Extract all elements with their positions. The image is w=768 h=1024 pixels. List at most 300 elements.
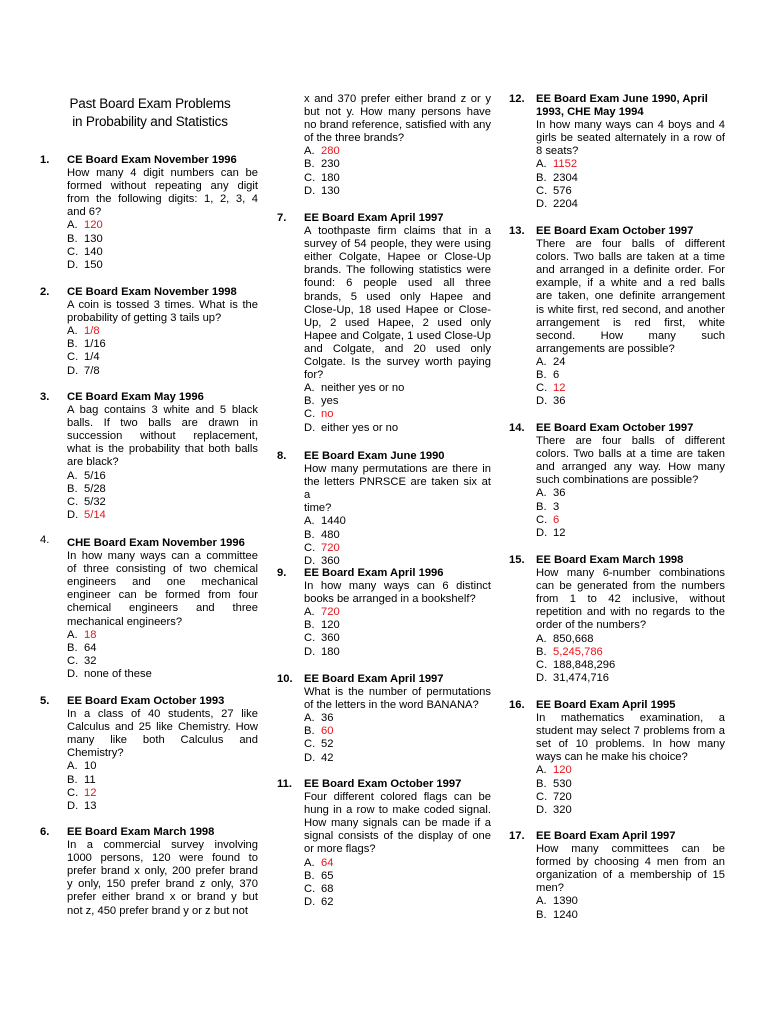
option-value: 12 xyxy=(553,382,566,395)
question-text xyxy=(536,435,725,487)
question-text-line: example, if a white and a red balls xyxy=(536,277,725,290)
question-text-line: colors. Two balls at a time are taken xyxy=(536,448,725,461)
option-value: 64 xyxy=(84,641,97,654)
option-letter: C. xyxy=(536,790,548,803)
question-text-line: succession without replacement, xyxy=(67,430,258,443)
question-block xyxy=(509,699,725,817)
option-letter: C. xyxy=(304,408,316,421)
question-block xyxy=(40,154,258,272)
question-text-line: books be arranged in a bookshelf? xyxy=(304,593,476,606)
question-text-line: second. How many such xyxy=(536,329,725,342)
question-number: 5. xyxy=(40,695,50,707)
answer-option-correct xyxy=(67,509,258,522)
question-text-line: How many 4 digit numbers can be xyxy=(67,167,258,180)
option-letter: D. xyxy=(304,645,316,658)
question-text xyxy=(304,791,491,856)
option-value: 130 xyxy=(321,184,340,197)
question-text-line: mechanical engineers? xyxy=(67,615,183,628)
answer-options xyxy=(67,760,258,812)
answer-option xyxy=(536,501,725,514)
option-letter: C. xyxy=(304,738,316,751)
answer-option xyxy=(304,752,491,765)
answer-options xyxy=(67,325,258,377)
question-number: 8. xyxy=(277,450,287,462)
option-letter: A. xyxy=(67,469,78,482)
question-text-line: arrangement is red first, white xyxy=(536,316,725,329)
answer-option-correct xyxy=(67,219,258,232)
option-value: either yes or no xyxy=(321,421,399,434)
answer-option xyxy=(304,422,491,435)
answer-options xyxy=(304,382,491,434)
answer-option-correct xyxy=(304,145,491,158)
option-value: 32 xyxy=(84,654,97,667)
question-text-line: are black? xyxy=(67,456,119,469)
question-text xyxy=(536,712,725,764)
answer-options xyxy=(67,629,258,681)
option-value: none of these xyxy=(84,667,152,680)
answer-option xyxy=(536,895,725,908)
answer-option-correct xyxy=(67,629,258,642)
question-number: 3. xyxy=(40,391,50,403)
option-value: 720 xyxy=(553,790,572,803)
question-text-line: from the following digits: 1, 2, 3, 4 xyxy=(67,193,258,206)
answer-option xyxy=(304,738,491,751)
answer-option xyxy=(536,527,725,540)
answer-option xyxy=(536,791,725,804)
answer-options xyxy=(536,764,725,816)
question-text xyxy=(536,843,725,895)
question-text-line: and arranged any way. How many xyxy=(536,461,725,474)
answer-option xyxy=(536,804,725,817)
question-text-line: or more flags? xyxy=(304,843,376,856)
option-value: 5/16 xyxy=(84,469,106,482)
option-value: 31,474,716 xyxy=(553,671,609,684)
option-letter: C. xyxy=(536,513,548,526)
question-number: 16. xyxy=(509,699,525,711)
question-text xyxy=(67,708,258,760)
option-letter: D. xyxy=(304,421,316,434)
answer-option xyxy=(304,646,491,659)
question-source: EE Board Exam October 1997 xyxy=(536,422,694,434)
question-text-line: probability of getting 3 tails up? xyxy=(67,312,222,325)
option-letter: A. xyxy=(67,219,78,232)
answer-option xyxy=(304,712,491,725)
option-letter: B. xyxy=(536,500,547,513)
answer-options xyxy=(304,145,491,197)
question-text-line: of the three brands? xyxy=(304,132,405,145)
question-text xyxy=(67,839,258,918)
question-text-line: balls. If two balls are drawn in xyxy=(67,417,258,430)
answer-options xyxy=(536,895,725,921)
answer-option xyxy=(67,655,258,668)
option-value: 52 xyxy=(321,738,334,751)
answer-option xyxy=(536,356,725,369)
question-text-line: In how many ways can a committee xyxy=(67,550,258,563)
answer-option xyxy=(67,760,258,773)
option-letter: B. xyxy=(304,619,315,632)
option-letter: D. xyxy=(67,508,79,521)
option-value: 5/14 xyxy=(84,508,106,521)
answer-option xyxy=(304,395,491,408)
answer-option xyxy=(67,365,258,378)
option-value: 11 xyxy=(84,773,96,786)
option-letter: B. xyxy=(67,482,78,495)
question-text-line: There are four balls of different xyxy=(536,238,725,251)
question-text-line: of three consisting of two chemical xyxy=(67,563,258,576)
answer-option-correct xyxy=(536,514,725,527)
option-value: 576 xyxy=(553,184,572,197)
question-text-line: x and 370 prefer either brand z or y xyxy=(304,93,491,105)
option-letter: A. xyxy=(304,515,315,528)
question-text-line: found: 6 people used all three xyxy=(304,277,491,290)
option-letter: D. xyxy=(304,554,316,567)
question-text-line: the letters PNRSCE are taken six at a xyxy=(304,476,491,502)
option-letter: A. xyxy=(304,606,315,619)
option-letter: A. xyxy=(67,628,78,641)
answer-option xyxy=(304,555,491,568)
option-value: 5/32 xyxy=(84,495,106,508)
answer-option-correct xyxy=(67,325,258,338)
answer-option xyxy=(304,529,491,542)
answer-option xyxy=(67,259,258,272)
question-text-line: How many permutations are there in xyxy=(304,463,491,476)
option-letter: D. xyxy=(536,671,548,684)
answer-options xyxy=(304,515,491,567)
question-source: EE Board Exam April 1995 xyxy=(536,699,676,711)
option-value: 36 xyxy=(553,395,566,408)
option-letter: D. xyxy=(536,526,548,539)
question-text-line: In how many ways can 4 boys and 4 xyxy=(536,119,725,132)
option-value: 1/16 xyxy=(84,338,106,351)
question-text xyxy=(536,567,725,632)
question-block xyxy=(509,554,725,685)
question-text-line: brands. The following statistics were xyxy=(304,264,491,277)
answer-option xyxy=(67,774,258,787)
option-letter: B. xyxy=(536,645,547,658)
question-text-line: brands, 5 used only Hapee and xyxy=(304,290,491,303)
question-text xyxy=(67,550,258,629)
option-letter: B. xyxy=(536,777,547,790)
question-text-line: In mathematics examination, a xyxy=(536,712,725,725)
question-text-line: ways can he make his choice? xyxy=(536,751,688,764)
answer-option xyxy=(67,800,258,813)
answer-option xyxy=(536,672,725,685)
answer-options xyxy=(304,712,491,764)
question-number: 4. xyxy=(40,534,50,546)
answer-option-correct xyxy=(304,857,491,870)
option-letter: A. xyxy=(536,632,547,645)
option-letter: C. xyxy=(67,654,79,667)
option-letter: A. xyxy=(536,487,547,500)
question-block xyxy=(40,826,258,918)
answer-option xyxy=(67,233,258,246)
answer-option-correct xyxy=(304,725,491,738)
question-text-line: Four different colored flags can be xyxy=(304,791,491,804)
question-number: 7. xyxy=(277,212,287,224)
question-text-line: How many 6-number combinations xyxy=(536,567,725,580)
option-value: 1240 xyxy=(553,908,578,921)
option-letter: A. xyxy=(67,325,78,338)
question-text xyxy=(304,225,491,382)
option-letter: C. xyxy=(67,786,79,799)
question-text-line: A coin is tossed 3 times. What is the xyxy=(67,299,258,312)
option-value: 180 xyxy=(321,171,340,184)
answer-option xyxy=(536,909,725,922)
option-value: 18 xyxy=(84,628,97,641)
question-text-line: prefer either brand x or brand y but xyxy=(67,891,258,904)
answer-option-correct xyxy=(536,158,725,171)
question-text-line: prefer brand x only, 200 prefer brand xyxy=(67,865,258,878)
answer-option xyxy=(536,659,725,672)
option-letter: C. xyxy=(536,184,548,197)
question-source: EE Board Exam April 1997 xyxy=(304,673,444,685)
question-text-line: A bag contains 3 white and 5 black xyxy=(67,404,258,417)
option-value: 10 xyxy=(84,760,97,773)
question-text-line: Up, 2 used Hapee, 2 used only xyxy=(304,316,491,329)
option-value: 64 xyxy=(321,856,334,869)
answer-option xyxy=(67,338,258,351)
answer-option xyxy=(67,668,258,681)
option-letter: D. xyxy=(304,895,316,908)
option-value: 180 xyxy=(321,645,340,658)
option-value: 6 xyxy=(553,513,560,526)
option-value: 2204 xyxy=(553,197,578,210)
question-block xyxy=(277,673,491,765)
option-letter: A. xyxy=(536,355,547,368)
option-value: 5/28 xyxy=(84,482,106,495)
question-text-line: engineers and one mechanical xyxy=(67,576,258,589)
question-text-line: y only, 150 prefer brand z only, 370 xyxy=(67,878,258,891)
question-block xyxy=(277,212,491,435)
question-block xyxy=(277,450,491,568)
option-value: 120 xyxy=(321,619,340,632)
option-letter: D. xyxy=(304,184,316,197)
question-text-line: chemical engineers and three xyxy=(67,602,258,615)
answer-option xyxy=(536,395,725,408)
option-value: 1390 xyxy=(553,895,578,908)
answer-option xyxy=(304,632,491,645)
question-text-line: formed without repeating any digit xyxy=(67,180,258,193)
option-value: 7/8 xyxy=(84,364,100,377)
option-letter: C. xyxy=(304,882,316,895)
question-block xyxy=(277,93,491,198)
page-title xyxy=(50,95,250,131)
question-text-line: survey of 54 people, they were using xyxy=(304,238,491,251)
question-number: 6. xyxy=(40,826,50,838)
question-text-line: engineer can be formed from four xyxy=(67,589,258,602)
question-text-line: 1000 persons, 120 were found to xyxy=(67,852,258,865)
option-value: 1/4 xyxy=(84,351,100,364)
question-text-line: men? xyxy=(536,882,564,895)
answer-option xyxy=(67,351,258,364)
option-value: 280 xyxy=(321,145,340,158)
option-letter: B. xyxy=(304,725,315,738)
option-value: 230 xyxy=(321,158,340,171)
question-text xyxy=(67,404,258,469)
question-source: CE Board Exam November 1996 xyxy=(67,154,237,166)
answer-options xyxy=(304,857,491,909)
option-letter: B. xyxy=(67,338,78,351)
question-block xyxy=(40,695,258,813)
answer-option xyxy=(304,172,491,185)
option-letter: A. xyxy=(304,712,315,725)
answer-options xyxy=(536,158,725,210)
question-text-line: What is the number of permutations xyxy=(304,686,491,699)
answer-options xyxy=(67,470,258,522)
option-letter: B. xyxy=(536,369,547,382)
question-text-line: student may select 7 problems from a xyxy=(536,725,725,738)
option-value: 68 xyxy=(321,882,334,895)
option-letter: C. xyxy=(536,658,548,671)
answer-options xyxy=(304,606,491,658)
option-value: 36 xyxy=(321,712,334,725)
question-text-line: How many signals can be made if a xyxy=(304,817,491,830)
answer-options xyxy=(67,219,258,271)
question-block xyxy=(277,567,491,659)
option-letter: B. xyxy=(304,395,315,408)
answer-option xyxy=(304,883,491,896)
option-value: 320 xyxy=(553,803,572,816)
option-value: 1440 xyxy=(321,515,346,528)
question-text-line: is white first, red second, and another xyxy=(536,303,725,316)
option-value: 60 xyxy=(321,725,334,738)
question-text-line: what is the probability that both balls xyxy=(67,443,258,456)
question-text-line: can be generated from the numbers xyxy=(536,580,725,593)
answer-option xyxy=(536,633,725,646)
question-source: CE Board Exam May 1996 xyxy=(67,391,204,403)
question-block xyxy=(509,422,725,540)
answer-option xyxy=(304,185,491,198)
question-text-line: 8 seats? xyxy=(536,145,579,158)
question-text-line: girls be seated alternately in a row of xyxy=(536,132,725,145)
question-text-line: no brand reference, satisfied with any xyxy=(304,119,491,132)
option-value: 6 xyxy=(553,369,560,382)
answer-options xyxy=(536,633,725,685)
option-letter: D. xyxy=(67,364,79,377)
option-value: 720 xyxy=(321,606,340,619)
question-block xyxy=(40,391,258,522)
question-text-line: and Colgate, and 20 used only xyxy=(304,342,491,355)
title-line-2: in Probability and Statistics xyxy=(72,114,228,129)
question-source: EE Board Exam June 1990, April xyxy=(536,93,708,105)
question-number: 12. xyxy=(509,93,525,105)
question-number: 9. xyxy=(277,567,287,579)
answer-option xyxy=(304,515,491,528)
option-letter: B. xyxy=(67,641,78,654)
answer-option xyxy=(536,198,725,211)
question-block xyxy=(509,225,725,408)
answer-option xyxy=(536,185,725,198)
answer-option xyxy=(536,487,725,500)
answer-option xyxy=(304,619,491,632)
question-block xyxy=(277,778,491,909)
option-value: 12 xyxy=(84,786,97,799)
question-source: EE Board Exam April 1996 xyxy=(304,567,444,579)
question-text-line: from 1 to 42 inclusive, without xyxy=(536,593,725,606)
option-value: 1152 xyxy=(553,158,578,171)
question-text-line: hung in a row to make coded signal. xyxy=(304,804,491,817)
question-source: EE Board Exam March 1998 xyxy=(536,554,684,566)
answer-option xyxy=(67,496,258,509)
option-value: 530 xyxy=(553,777,572,790)
option-letter: B. xyxy=(536,171,547,184)
option-letter: C. xyxy=(67,245,79,258)
question-block xyxy=(509,93,725,211)
option-value: 12 xyxy=(553,526,566,539)
option-value: 120 xyxy=(553,764,572,777)
option-letter: B. xyxy=(304,158,315,171)
question-text-line: and arranged in a definite order. For xyxy=(536,264,725,277)
question-text-line: Calculus and 25 like Chemistry. How xyxy=(67,721,258,734)
question-text-line: many like both Calculus and xyxy=(67,734,258,747)
question-text xyxy=(67,299,258,325)
question-block xyxy=(40,286,258,378)
question-number: 13. xyxy=(509,225,525,237)
question-source: EE Board Exam April 1997 xyxy=(304,212,444,224)
option-value: 360 xyxy=(321,554,340,567)
question-text-line: How many committees can be xyxy=(536,843,725,856)
option-letter: C. xyxy=(304,171,316,184)
answer-option-correct xyxy=(304,542,491,555)
option-letter: A. xyxy=(536,895,547,908)
question-text-line: time? xyxy=(304,502,332,515)
question-text xyxy=(304,463,491,515)
option-letter: D. xyxy=(536,197,548,210)
question-source: EE Board Exam October 1993 xyxy=(67,695,225,707)
option-value: 13 xyxy=(84,799,97,812)
option-value: 150 xyxy=(84,258,103,271)
question-text-line: colors. Two balls are taken at a time xyxy=(536,251,725,264)
answer-option-correct xyxy=(304,408,491,421)
question-source: CHE Board Exam November 1996 xyxy=(67,537,245,549)
option-letter: A. xyxy=(536,158,547,171)
option-letter: D. xyxy=(67,258,79,271)
question-text-line: and 6? xyxy=(67,206,102,219)
question-text-line: organization of a membership of 15 xyxy=(536,869,725,882)
option-value: 140 xyxy=(84,245,103,258)
question-source: EE Board Exam October 1997 xyxy=(304,778,462,790)
question-source: EE Board Exam April 1997 xyxy=(536,830,676,842)
option-value: 5,245,786 xyxy=(553,645,603,658)
question-text-line: repetition and with no regards to the xyxy=(536,606,725,619)
answer-option xyxy=(67,642,258,655)
answer-option xyxy=(536,369,725,382)
option-letter: B. xyxy=(536,908,547,921)
option-value: 120 xyxy=(84,219,103,232)
option-value: 188,848,296 xyxy=(553,658,616,671)
answer-option xyxy=(304,870,491,883)
question-source: EE Board Exam March 1998 xyxy=(67,826,215,838)
question-source-cont: 1993, CHE May 1994 xyxy=(536,106,644,119)
question-text-line: such combinations are possible? xyxy=(536,474,699,487)
question-text xyxy=(304,93,491,145)
option-value: 850,668 xyxy=(553,632,594,645)
question-number: 1. xyxy=(40,154,50,166)
option-letter: A. xyxy=(304,856,315,869)
option-value: 360 xyxy=(321,632,340,645)
answer-option-correct xyxy=(536,764,725,777)
option-letter: C. xyxy=(304,541,316,554)
answer-option-correct xyxy=(67,787,258,800)
question-text-line: not z, 450 prefer brand y or z but not xyxy=(67,904,248,917)
option-value: 720 xyxy=(321,541,340,554)
question-text-line: There are four balls of different xyxy=(536,435,725,448)
option-letter: D. xyxy=(67,667,79,680)
question-number: 14. xyxy=(509,422,525,434)
option-value: 2304 xyxy=(553,171,578,184)
question-text-line: set of 10 problems. In how many xyxy=(536,738,725,751)
question-text-line: In a commercial survey involving xyxy=(67,839,258,852)
